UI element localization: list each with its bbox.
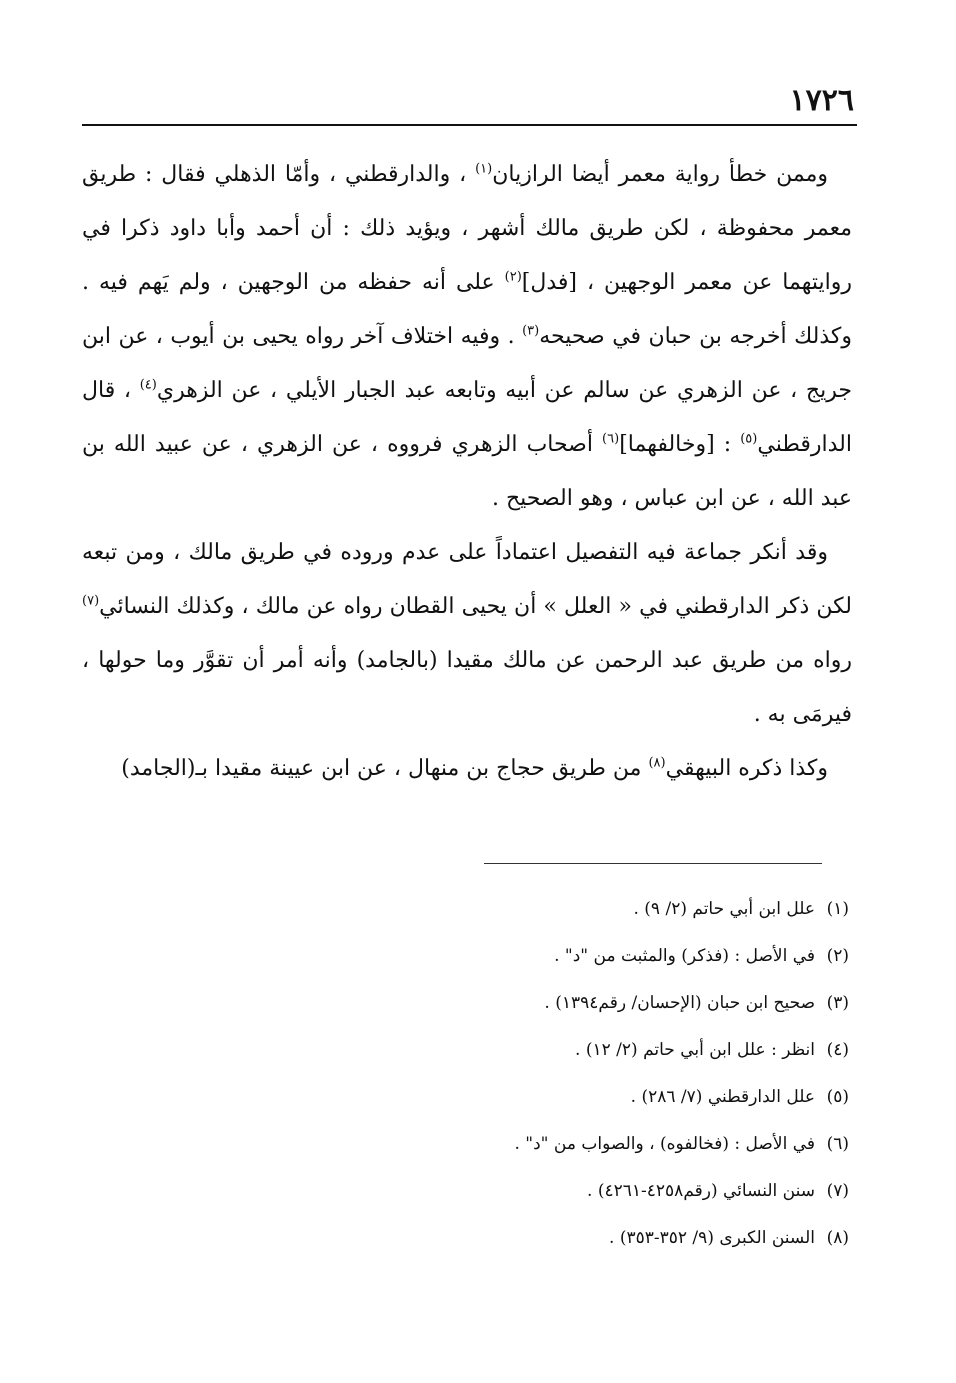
footnotes [249,886,849,1262]
footnote-item [249,1074,849,1121]
footnote-item [249,1215,849,1262]
footnote-number: (٧) [826,1181,849,1201]
header-rule [82,124,857,126]
footnote-number: (١) [826,899,849,919]
text-run: رواه من طريق عبد الرحمن عن مالك مقيدا (بالجامد) وأنه أمر أن تقوَّر وما حولها ، فيرمَى به . [82,648,852,727]
text-run: وممن خطأ رواية معمر أيضا الرازيان [492,162,828,187]
footnote-text: سنن النسائي (رقم٤٢٥٨-٤٢٦١) . [587,1181,815,1201]
footnote-marker[interactable]: (٤) [139,377,157,393]
footnote-marker[interactable]: (٥) [740,431,758,447]
main-text [82,148,852,796]
paragraph [82,148,852,526]
text-run: وكذا ذكره البيهقي [665,756,828,781]
text-run: أصحاب الزهري فرووه ، عن الزهري ، عن عبيد الله بن عبد الله ، عن ابن عباس ، وهو الصحيح . [82,432,852,511]
footnote-number: (٣) [826,993,849,1013]
footnote-item [249,933,849,980]
footnote-marker[interactable]: (٣) [522,323,540,339]
footnote-text: السنن الكبرى (٩/ ٣٥٢-٣٥٣) . [609,1228,815,1248]
text-run: من طريق حجاج بن منهال ، عن ابن عيينة مقيدا بـ(الجامد) [121,756,649,781]
footnote-item [249,1121,849,1168]
paragraph [82,526,852,742]
text-run: على أنه حفظه من الوجهين ، ولم يَهم فيه . وكذلك أخرجه بن حبان في صحيحه [82,270,852,349]
footnote-text: علل الدارقطني (٧/ ٢٨٦) . [630,1087,815,1107]
footnote-item [249,1168,849,1215]
paragraph [82,742,852,796]
text-run: . وفيه اختلاف آخر رواه يحيى بن أيوب ، عن ابن جريج ، عن الزهري عن سالم عن أبيه وتابعه عبد الجبار الأيلي ، عن الزهري [82,324,852,403]
page-number: ١٧٢٦ [789,83,854,118]
footnote-text: في الأصل : (فذكر) والمثبت من "د" . [554,946,815,966]
text-run: ، قال الدارقطني [82,378,852,457]
footnote-item [249,886,849,933]
footnote-number: (٨) [826,1228,849,1248]
footnote-marker[interactable]: (٧) [82,593,100,609]
footnote-text: في الأصل : (فخالفوه) ، والصواب من "د" . [514,1134,815,1154]
footnote-text: انظر : علل ابن أبي حاتم (٢/ ١٢) . [575,1040,815,1060]
footnote-number: (٦) [826,1134,849,1154]
footnote-number: (٤) [826,1040,849,1060]
footnote-number: (٥) [826,1087,849,1107]
footnote-marker[interactable]: (٦) [602,431,620,447]
footnote-marker[interactable]: (١) [475,161,493,177]
footnote-text: صحيح ابن حبان (الإحسان/ رقم١٣٩٤) . [544,993,815,1013]
footnote-marker[interactable]: (٢) [504,269,522,285]
text-run: ، والدارقطني ، وأمّا الذهلي فقال : طريق معمر محفوظة ، لكن طريق مالك أشهر ، ويؤيد ذلك : أن أحمد وأبا داود ذكرا في روايتهما عن معمر الوجهين ، [فدل] [82,162,852,295]
text-run: وقد أنكر جماعة فيه التفصيل اعتماداً على عدم وروده في طريق مالك ، ومن تبعه لكن ذكر الدارقطني في « العلل » أن يحيى القطان رواه عن مالك ، وكذلك النسائي [82,540,852,619]
footnote-number: (٢) [826,946,849,966]
footnote-item [249,980,849,1027]
footnote-marker[interactable]: (٨) [648,755,666,771]
footnote-separator [484,863,822,864]
text-run: : [وخالفهما] [619,432,741,457]
footnote-text: علل ابن أبي حاتم (٢/ ٩) . [633,899,815,919]
footnote-item [249,1027,849,1074]
